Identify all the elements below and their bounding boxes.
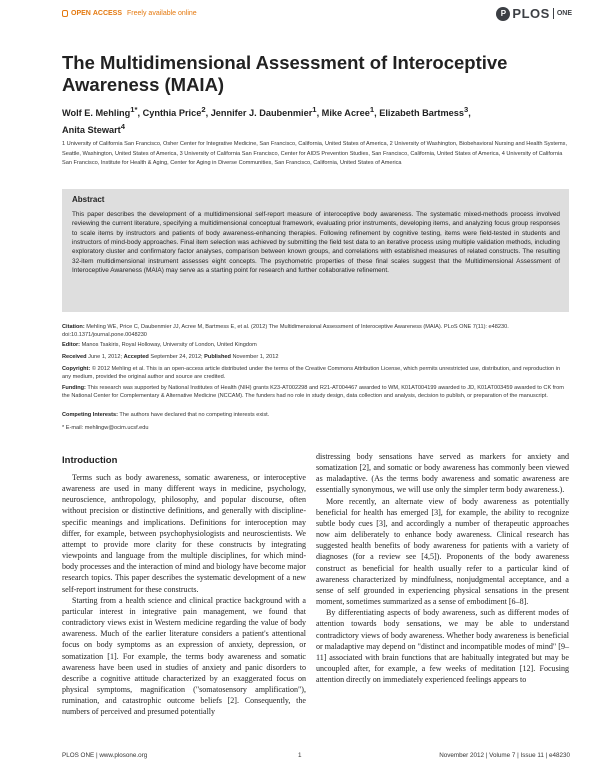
author-affil-marker: 1	[369, 105, 375, 114]
plos-logo-word: PLOS	[512, 6, 550, 21]
body-paragraph: Terms such as body awareness, somatic awareness, or interoceptive awareness are used in many different ways in medicine, psychology, neuroscience, anthropology, philosophy, and popular discourse, often without precision or distinctive definitions, and generally with discipline-specific meanings and implications. Definitions for interoception may differ, for example, between psychophysiologists and neuroscientists. We attempt to provide more clarity for these constructs by integrating viewpoints and language from the multiple disciplines, for which mind-body processes and the interaction of mind and biology have become major research topics. This paper describes the systematic development of a new self-report instrument for these constructs.	[62, 473, 306, 594]
author-name: Jennifer J. Daubenmier	[210, 108, 313, 119]
abstract-heading: Abstract	[72, 195, 105, 204]
author-affil-marker: 1	[312, 105, 317, 114]
open-label: OPEN	[71, 10, 91, 17]
email-block	[62, 424, 570, 432]
competing-label: Competing Interests:	[62, 412, 118, 418]
received-date: June 1, 2012;	[88, 354, 123, 360]
author-list: Wolf E. Mehling$^{1*}$, Cynthia Price$^2$, Jennifer J. Daubenmier$^1$, Mike Acree$^1$, Elizabeth Bartmess$^3$, Anita Stewart$^4$	[62, 105, 471, 136]
page-number: 1	[298, 752, 302, 759]
abstract-box	[62, 189, 569, 312]
competing-text: The authors have declared that no competing interests exist.	[119, 412, 270, 418]
accepted-label: Accepted	[123, 354, 149, 360]
body-paragraph: More recently, an alternate view of body awareness as potentially beneficial for health has emerged [3], for example, the ability to recognize subtle body cues [3], and accordingly a number of therapeutic approaches now aim deliberately to enhance body awareness. Clinical research has suggested health benefits of body awareness for patients with a variety of diagnoses (for a review see [4,5]). Proponents of the body awareness construct as beneficial for health usually refer to a particular kind of awareness characterized by mindfulness, nonjudgmental acceptance, and a sense of self grounded in experiencing physical sensations in the present moment, sometimes summarized as a sense of embodiment [6–8].	[316, 496, 569, 607]
left-column	[62, 472, 306, 717]
abstract-text: This paper describes the development of a multidimensional self-report measure of interoceptive body awareness. The systematic mixed-methods process involved reviewing the current literature, specifying a multidimensional conceptual framework, evaluating prior instruments, developing items, and analyzing focus group responses to scale items by instructors and patients of body awareness-enhancing therapies. Following refinement by cognitive testing, items were field-tested in students and instructors of mind-body approaches. Final item selection was achieved by submitting the field test data to an iterative process using multiple validation methods, including exploratory cluster and confirmatory factor analyses, comparison between known groups, and correlations with established measures of related constructs. The resulting 32-item multidimensional instrument assesses eight concepts. The psychometric properties of these final scales suggest that the Multidimensional Assessment of Interoceptive Awareness (MAIA) may serve as a starting point for research and further collaborative refinement.	[72, 211, 560, 275]
author-name: Mike Acree	[321, 108, 370, 119]
funding-text: This research was supported by National Institutes of Health (NIH) grants K23-AT002298 and R21-AT004467 awarded to WM, K01AT004199 awarded to JD, K01AT003459 awarded to CK from the National Center for Complementary & Alternative Medicine (NCCAM). The funders had no role in study design, data collection and analysis, decision to publish, or preparation of the manuscript.	[62, 385, 564, 400]
plos-one-logo	[496, 6, 572, 21]
copyright-label: Copyright:	[62, 366, 91, 372]
citation-text: Mehling WE, Price C, Daubenmier JJ, Acree M, Bartmess E, et al. (2012) The Multidimensional Assessment of Interoceptive Awareness (MAIA). PLoS ONE 7(11): e48230. doi:10.1371/journal.pone.0048230	[62, 324, 509, 339]
citation-label: Citation:	[62, 324, 85, 330]
editor-label: Editor:	[62, 342, 81, 348]
competing-interests-block	[62, 411, 570, 419]
citation-block	[62, 323, 570, 339]
author-name: Cynthia Price	[142, 108, 202, 119]
open-lock-icon	[62, 10, 68, 17]
article-title: The Multidimensional Assessment of Interoceptive Awareness (MAIA)	[62, 52, 508, 95]
author-name: Elizabeth Bartmess	[379, 108, 464, 119]
right-column	[316, 451, 569, 685]
page-footer	[62, 752, 570, 764]
received-label: Received	[62, 354, 87, 360]
corresponding-email: * E-mail: mehlingw@ocim.ucsf.edu	[62, 425, 149, 431]
published-date: November 1, 2012	[232, 354, 279, 360]
author-affil-marker: 1*	[130, 105, 138, 114]
author-affil-marker: 4	[120, 122, 125, 132]
footer-issue-info: November 2012 | Volume 7 | Issue 11 | e48230	[439, 752, 570, 759]
body-paragraph: By differentiating aspects of body awareness, such as different modes of attention towards body sensations, we may be able to understand contradictory views of body awareness. Whether body awareness is beneficial or maladaptive may depend on "distinct and incompatible modes of mind" [9–11] associated with brain functions that are habitually integrated but may be uncoupled after, for example, a few weeks of meditation [12]. Focusing attention directly on immediately experienced feelings appears to	[316, 608, 569, 685]
plos-logo-one: ONE	[556, 10, 572, 17]
access-label: ACCESS	[92, 10, 123, 17]
plos-logo-badge-icon: P	[496, 7, 510, 21]
author-affil-marker: 3	[464, 105, 469, 114]
freely-available-label: Freely available online	[127, 10, 197, 17]
body-paragraph: Starting from a health science and clinical practice background with a particular interest in integrative pain management, we found that contradictory views exist in Western medicine regarding the value of body awareness. Much of the earlier literature considers a patient's attentional focus on body symptoms as an expression of anxiety, depression, or somatization [1]. For example, the terms body awareness and somatic awareness have been used in studies of anxiety and panic disorders to describe a cognitive attitude characterized by an exaggerated focus on physical symptoms, magnification ("somatosensory amplification"), rumination, and catastrophic outcome beliefs [2]. Consequently, the numbers of perceived and presumed potentially	[62, 595, 306, 717]
footer-journal-link[interactable]: PLOS ONE | www.plosone.org	[62, 752, 148, 759]
editor-block	[62, 341, 570, 349]
affiliations: 1 University of California San Francisco, Osher Center for Integrative Medicine, San Francisco, California, United States of America, 2 University of Washington, Biobehavioral Nursing and Health Systems, Seattle, Washington, United States of America, 3 University of California San Francisco, Center for AIDS Prevention Studies, San Francisco, California, United States of America, 4 University of California San Francisco, Institute for Health & Aging, Center for Aging in Diverse Communities, San Francisco, California, United States of America	[62, 141, 568, 166]
author-name: Anita Stewart	[62, 125, 121, 136]
copyright-text: © 2012 Mehling et al. This is an open-access article distributed under the terms of the Creative Commons Attribution License, which permits unrestricted use, distribution, and reproduction in any medium, provided the original author and source are credited.	[62, 366, 561, 381]
body-paragraph: distressing body sensations have served as markers for anxiety and somatization [2], and somatic or body awareness has commonly been viewed as maladaptive. (As the terms body awareness and somatic awareness are essentially synonymous, we will use only the simpler term body awareness.).	[316, 452, 569, 495]
funding-label: Funding:	[62, 385, 86, 391]
accepted-date: September 24, 2012;	[150, 354, 203, 360]
logo-divider	[553, 8, 554, 19]
introduction-heading: Introduction	[62, 455, 118, 466]
open-access-banner	[62, 10, 197, 17]
dates-block	[62, 353, 570, 361]
editor-text: Manos Tsakiris, Royal Holloway, University of London, United Kingdom	[81, 342, 257, 348]
copyright-block	[62, 365, 570, 381]
author-name: Wolf E. Mehling	[62, 108, 131, 119]
published-label: Published	[204, 354, 231, 360]
funding-block	[62, 384, 570, 400]
author-affil-marker: 2	[201, 105, 206, 114]
